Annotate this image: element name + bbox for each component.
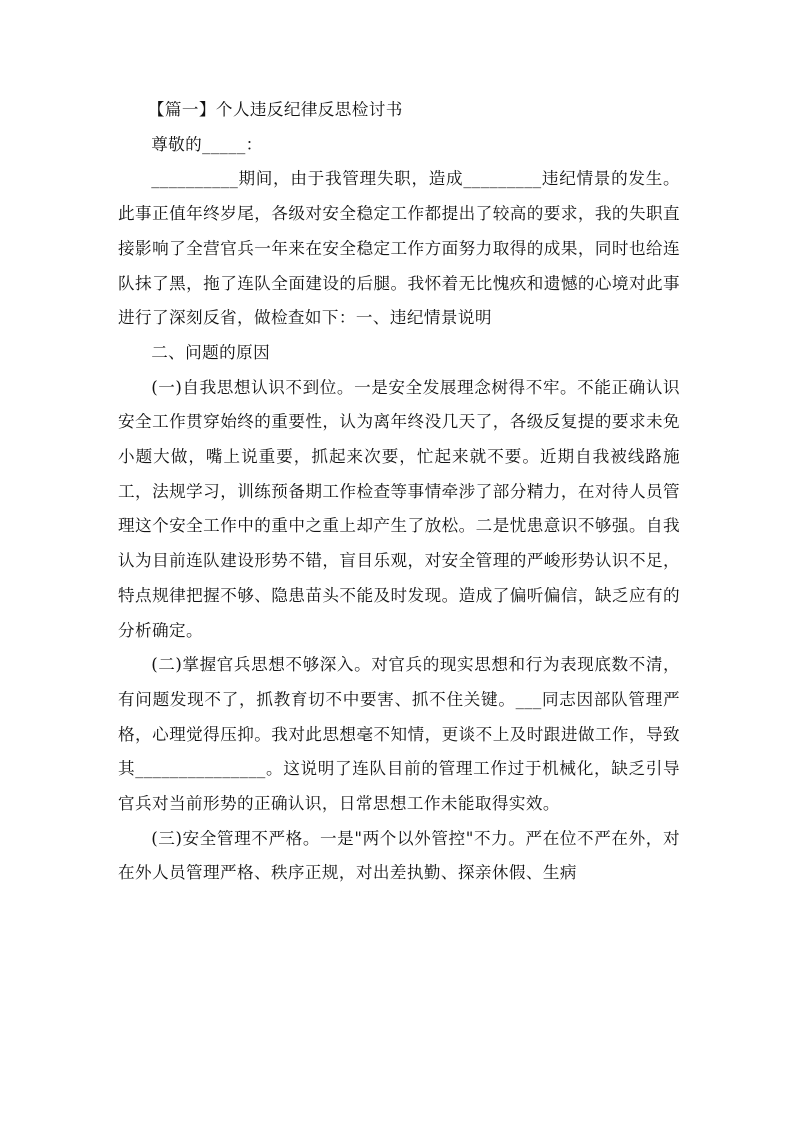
body-paragraph-cause-3: (三)安全管理不严格。一是"两个以外管控"不力。严在位不严在外，对在外人员管理严格、秩序正规，对出差执勤、探亲休假、生病 bbox=[118, 828, 680, 883]
document-title: 【篇一】个人违反纪律反思检讨书 bbox=[147, 100, 403, 119]
section-heading-causes: 二、问题的原因 bbox=[151, 342, 271, 362]
body-paragraph-cause-1: (一)自我思想认识不到位。一是安全发展理念树得不牢。不能正确认识安全工作贯穿始终的重要性，认为离年终没几天了，各级反复提的要求未免小题大做，嘴上说重要，抓起来次要，忙起来就不要。近期自我被线路施工，法规学习，训练预备期工作检查等事情牵涉了部分精力，在对待人员管理这个安全工作中的重中之重上却产生了放松。二是忧患意识不够强。自我认为目前连队建设形势不错，盲目乐观，对安全管理的严峻形势认识不足，特点规律把握不够、隐患苗头不能及时发现。造成了偏听偏信，缺乏应有的分析确定。 bbox=[118, 377, 680, 640]
body-paragraph-incident: __________期间，由于我管理失职，造成_________违纪情景的发生。此事正值年终岁尾，各级对安全稳定工作都提出了较高的要求，我的失职直接影响了全营官兵一年来在安全稳定工作方面努力取得的成果，同时也给连队抹了黑，拖了连队全面建设的后腿。我怀着无比愧疚和遗憾的心境对此事进行了深刻反省，做检查如下：一、违纪情景说明 bbox=[118, 169, 680, 328]
document-body bbox=[118, 93, 680, 891]
salutation-line: 尊敬的_____： bbox=[151, 134, 263, 154]
body-paragraph-cause-2: (二)掌握官兵思想不够深入。对官兵的现实思想和行为表现底数不清，有问题发现不了，抓教育切不中要害、抓不住关键。___同志因部队管理严格，心理觉得压抑。我对此思想毫不知情，更谈不上及时跟进做工作，导致其_______________。这说明了连队目前的管理工作过于机械化，缺乏引导官兵对当前形势的正确认识，日常思想工作未能取得实效。 bbox=[118, 655, 680, 814]
